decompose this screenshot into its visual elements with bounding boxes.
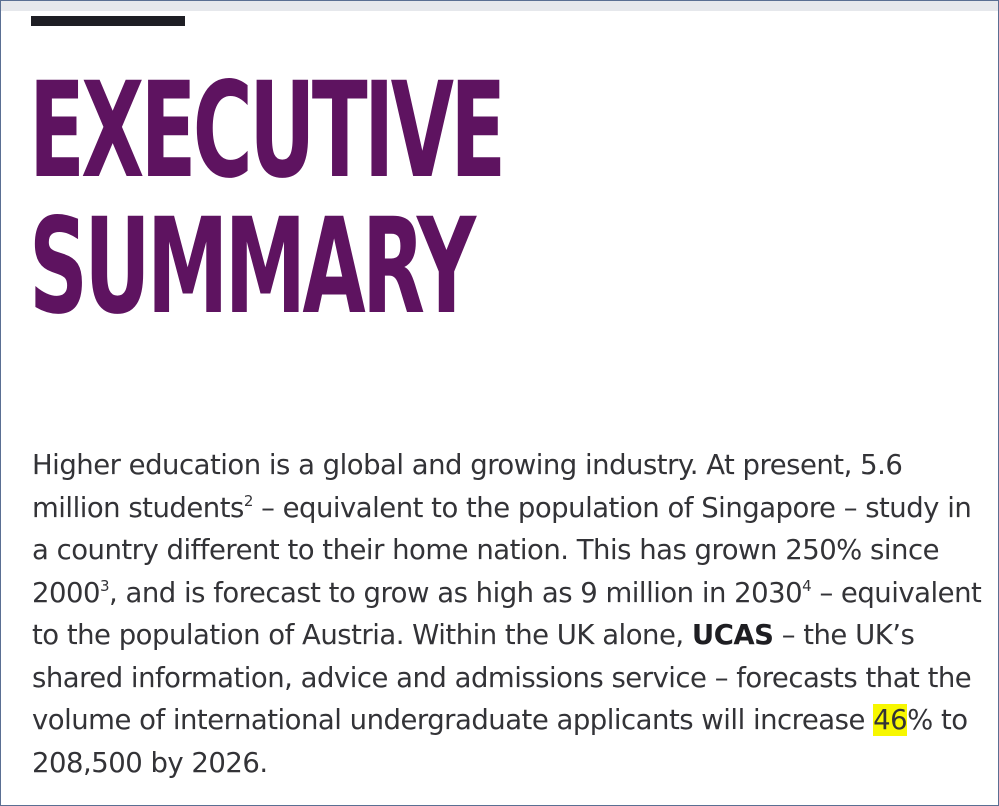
top-strip (1, 1, 998, 11)
title-line-1: EXECUTIVE (29, 54, 503, 208)
footnote-2: 2 (243, 491, 253, 510)
text-segment: – equivalent to the population of Austria. Within the UK alone, (32, 576, 982, 651)
text-segment: % to 208,500 by 2026. (32, 704, 968, 779)
text-segment: – the UK’s shared information, advice and admissions service – forecasts that the volume of international undergraduate applicants will increase (32, 619, 972, 736)
page-title (29, 54, 503, 344)
text-segment: – equivalent to the population of Singapore – study in a country different to their home nation. This has grown 250% since 2000 (32, 491, 972, 609)
ucas-name: UCAS (691, 619, 774, 651)
footnote-4: 4 (802, 576, 812, 595)
text-segment: Higher education is a global and growing industry. At present, 5.6 million students (32, 449, 903, 524)
summary-paragraph (32, 444, 992, 784)
text-segment: , and is forecast to grow as high as 9 million in 2030 (109, 576, 803, 609)
highlighted-number: 46 (873, 704, 908, 736)
accent-bar (31, 16, 185, 26)
title-line-2: SUMMARY (29, 190, 473, 344)
footnote-3: 3 (100, 576, 110, 595)
